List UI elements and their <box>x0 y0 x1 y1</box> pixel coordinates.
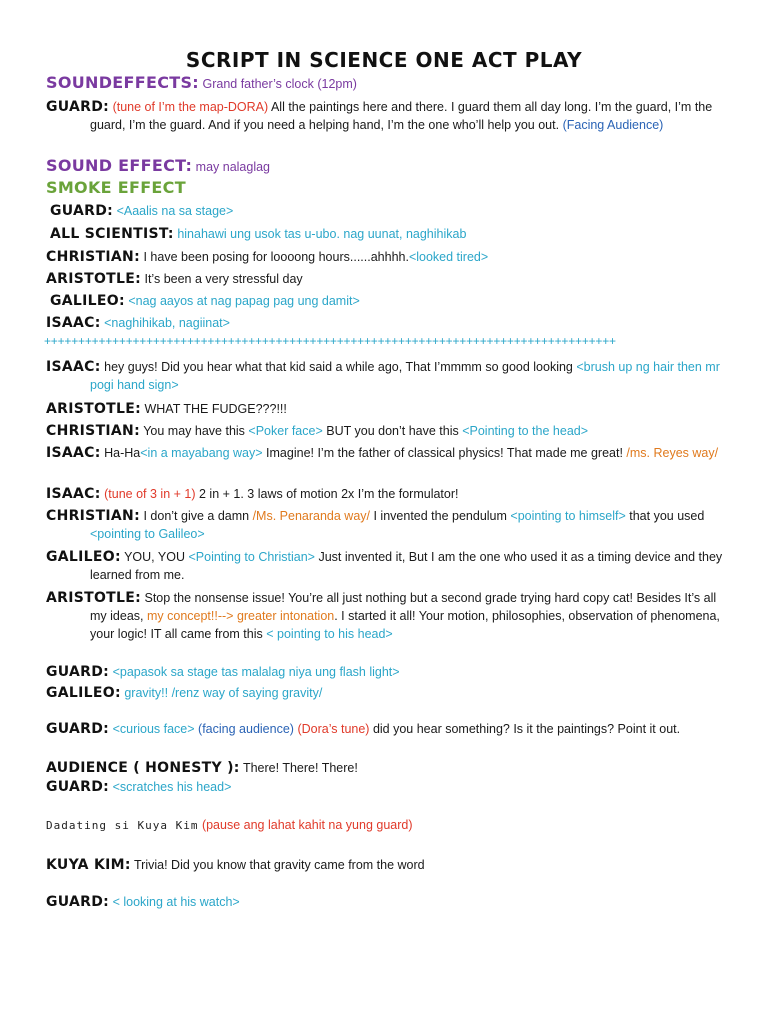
speaker-label: ARISTOTLE: <box>46 271 141 287</box>
stage-direction: hinahawi ung usok tas u-ubo. nag uunat, naghihikab <box>177 227 467 241</box>
speaker-label: CHRISTIAN: <box>46 249 140 265</box>
line-text: BUT you don’t have this <box>326 424 459 438</box>
aristotle-line <box>46 270 726 288</box>
stage-direction: < pointing to his head> <box>266 627 393 641</box>
guard-line <box>46 720 726 738</box>
stage-direction: <Pointing to Christian> <box>188 550 315 564</box>
stage-direction: /ms. Reyes way/ <box>626 446 719 460</box>
all-scientist-line <box>50 225 730 243</box>
stage-direction: <papasok sa stage tas malalag niya ung flash light> <box>112 665 400 679</box>
stage-direction: < looking at his watch> <box>112 895 240 909</box>
audience-line <box>46 759 726 777</box>
speaker-label: CHRISTIAN: <box>46 508 140 524</box>
galileo-line <box>46 684 726 702</box>
guard-line <box>50 202 730 220</box>
stage-direction: <Pointing to the head> <box>462 424 589 438</box>
stage-direction: <curious face> <box>112 722 195 736</box>
speaker-label: SOUND EFFECT: <box>46 156 193 175</box>
stage-direction: <scratches his head> <box>112 780 232 794</box>
stage-direction: <looked tired> <box>408 250 489 264</box>
speaker-label: GALILEO: <box>46 685 121 701</box>
speaker-label: GUARD: <box>46 779 110 795</box>
speaker-label: Dadating si Kuya Kim <box>46 819 199 832</box>
stage-direction: <nag aayos at nag papag pag ung damit> <box>128 294 360 308</box>
line-text: You may have this <box>143 424 245 438</box>
line-text: All the paintings here and there. I guard them all day long. I’m the guard, I’m the guard, I’m the guard. And if you need a helping hand, I’m the one who’ll help you out. <box>90 100 713 132</box>
line-text: It’s been a very stressful day <box>144 272 303 286</box>
line-text: WHAT THE FUDGE???!!! <box>144 402 287 416</box>
stage-direction: <Poker face> <box>248 424 323 438</box>
speaker-label: CHRISTIAN: <box>46 423 140 439</box>
galileo-line <box>50 292 730 310</box>
stage-direction: (Facing Audience) <box>562 118 664 132</box>
sound-effects-line <box>46 74 726 93</box>
line-text: . I started it all! Your motion, philosophies, observation of phenomena, your logic! IT all came from this <box>90 609 720 641</box>
speaker-label: AUDIENCE ( HONESTY ): <box>46 760 240 776</box>
line-text: Trivia! Did you know that gravity came from the word <box>134 858 425 872</box>
line-text: I invented the pendulum <box>373 509 507 523</box>
stage-direction: <naghihikab, nagiinat> <box>104 316 230 330</box>
stage-direction: (tune of I’m the map-DORA) <box>112 100 269 114</box>
stage-direction: (Dora’s tune) <box>297 722 370 736</box>
speaker-label: ALL SCIENTIST: <box>50 226 174 242</box>
stage-direction: <brush up ng hair then mr pogi hand sign> <box>90 360 720 392</box>
line-text: Grand father’s clock (12pm) <box>202 77 357 91</box>
line-text: Ha-Ha <box>104 446 141 460</box>
speaker-label: SOUNDEFFECTS: <box>46 73 199 92</box>
stage-direction: /Ms. Penaranda way/ <box>252 509 370 523</box>
sound-effect-line <box>46 157 726 176</box>
speaker-label: ISAAC: <box>46 445 101 461</box>
line-text: I don’t give a damn <box>143 509 250 523</box>
line-text: There! There! There! <box>242 761 358 775</box>
guard-line <box>46 893 726 911</box>
isaac-line <box>46 485 726 503</box>
line-text: did you hear something? Is it the paintings? Point it out. <box>372 722 681 736</box>
stage-direction: (facing audience) <box>198 722 294 736</box>
line-text: hey guys! Did you hear what that kid said a while ago, That I’mmmm so good looking <box>104 360 573 374</box>
smoke-effect-line <box>46 179 726 198</box>
speaker-label: GALILEO: <box>46 549 121 565</box>
speaker-label: ARISTOTLE: <box>46 401 141 417</box>
section-separator: ++++++++++++++++++++++++++++++++++++++++++++++++++++++++++++++++++++++++++++++++++++ <box>44 334 616 348</box>
stage-direction: (tune of 3 in + 1) <box>104 487 196 501</box>
speaker-label: GUARD: <box>50 203 114 219</box>
isaac-line <box>46 358 726 394</box>
page-title: SCRIPT IN SCIENCE ONE ACT PLAY <box>185 48 583 72</box>
speaker-label: KUYA KIM: <box>46 857 131 873</box>
speaker-label: GUARD: <box>46 894 110 910</box>
speaker-label: GUARD: <box>46 721 110 737</box>
speaker-label: GUARD: <box>46 664 110 680</box>
line-text: YOU, YOU <box>124 550 185 564</box>
christian-line <box>46 422 726 440</box>
kuya-kim-line <box>46 856 726 874</box>
isaac-line <box>46 444 726 462</box>
kuya-kim-entrance-line <box>46 816 726 835</box>
isaac-line <box>46 314 726 332</box>
speaker-label: ISAAC: <box>46 486 101 502</box>
stage-direction: my concept!!--> greater intonation <box>146 609 335 623</box>
aristotle-line <box>46 400 726 418</box>
line-text: Imagine! I’m the father of classical physics! That made me great! <box>266 446 623 460</box>
line-text: 2 in + 1. 3 laws of motion 2x I’m the formulator! <box>199 487 459 501</box>
christian-line <box>46 507 726 543</box>
speaker-label: SMOKE EFFECT <box>46 178 186 197</box>
line-text: Stop the nonsense issue! You’re all just nothing but a second grade trying hard copy cat! Besides It’s all my ideas, <box>90 591 717 623</box>
line-text: I have been posing for loooong hours......ahhhh. <box>143 250 409 264</box>
line-text: Just invented it, But I am the one who used it as a timing device and they learned from me. <box>90 550 723 582</box>
line-text: may nalaglag <box>195 160 271 174</box>
christian-line <box>46 248 726 266</box>
stage-direction: <pointing to himself> <box>510 509 626 523</box>
speaker-label: ISAAC: <box>46 359 101 375</box>
stage-direction: <Aaalis na sa stage> <box>116 204 234 218</box>
speaker-label: GUARD: <box>46 99 110 115</box>
speaker-label: GALILEO: <box>50 293 125 309</box>
stage-direction: <in a mayabang way> <box>140 446 263 460</box>
galileo-line <box>46 548 726 584</box>
guard-line <box>46 778 726 796</box>
stage-direction: (pause ang lahat kahit na yung guard) <box>201 818 413 832</box>
speaker-label: ISAAC: <box>46 315 101 331</box>
stage-direction: gravity!! /renz way of saying gravity/ <box>124 686 323 700</box>
speaker-label: ARISTOTLE: <box>46 590 141 606</box>
guard-line <box>46 663 726 681</box>
aristotle-line <box>46 589 726 643</box>
stage-direction: <pointing to Galileo> <box>90 527 205 541</box>
guard-line <box>46 98 726 134</box>
line-text: that you used <box>629 509 705 523</box>
